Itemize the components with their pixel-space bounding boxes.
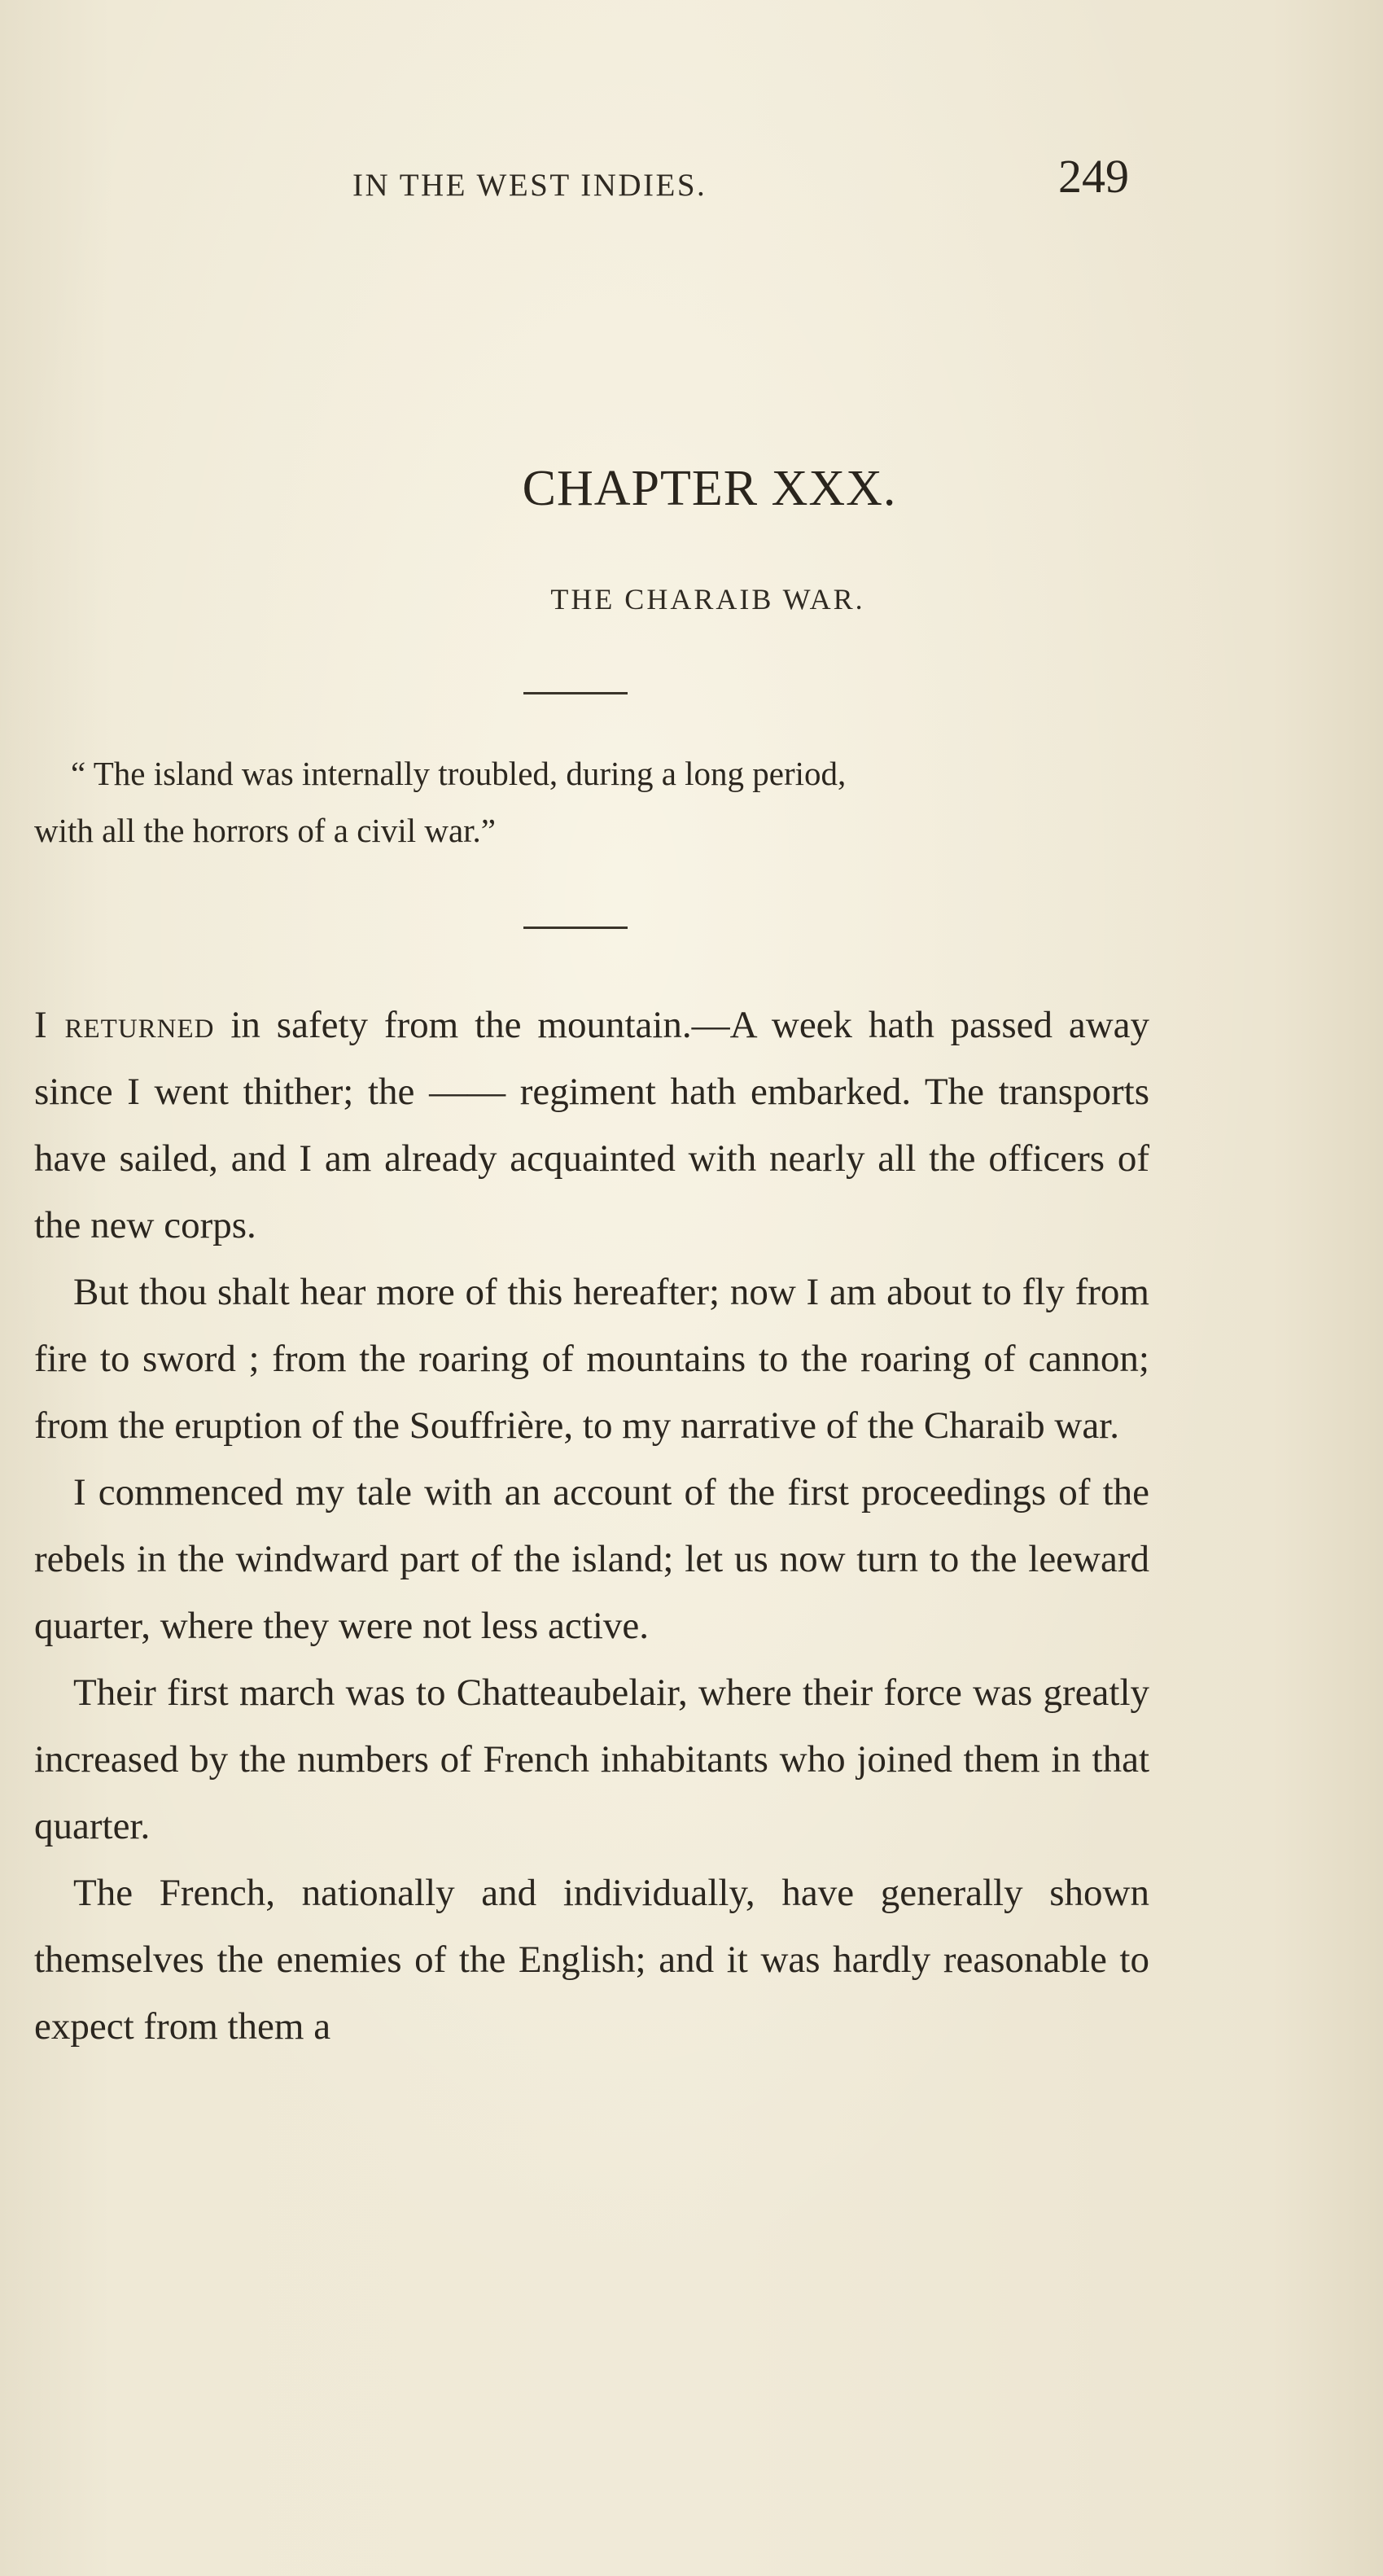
divider-rule-bottom [523, 927, 628, 929]
epigraph-line-1: “ The island was internally troubled, during a long period, [71, 755, 847, 792]
page-number: 249 [1058, 150, 1129, 203]
paragraph-5: The French, nationally and individually, have generally shown themselves the enemies of the English; and it was hardly reasonable to expect from them a [34, 1872, 1149, 2048]
body-text [34, 992, 1149, 2060]
epigraph [34, 745, 1149, 859]
paragraph-1 [34, 992, 1149, 1259]
paragraph-3: I commenced my tale with an account of the first proceedings of the rebels in the windward part of the island; let us now turn to the leeward quarter, where they were not less active. [34, 1471, 1149, 1647]
paragraph-1-text: in safety from the mountain.—A week hath passed away since I went thither; the —— regiment hath embarked. The transports have sailed, and I am already acquainted with nearly all the officers of the new corps. [34, 1004, 1150, 1246]
paragraph-2: But thou shalt hear more of this hereafter; now I am about to fly from fire to sword ; from the roaring of mountains to the roaring of cannon; from the eruption of the Souffrière, to my narrative of the Charaib war. [34, 1271, 1149, 1447]
paragraph-1-lead: I returned [34, 1004, 215, 1046]
chapter-title: CHAPTER XXX. [522, 461, 897, 516]
chapter-subtitle: THE CHARAIB WAR. [550, 583, 865, 616]
divider-rule-top [523, 692, 628, 694]
paragraph-4: Their first march was to Chatteaubelair, where their force was greatly increased by the numbers of French inhabitants who joined them in that quarter. [34, 1671, 1149, 1847]
epigraph-line-2: with all the horrors of a civil war.” [34, 812, 496, 849]
running-head: IN THE WEST INDIES. [352, 168, 707, 203]
